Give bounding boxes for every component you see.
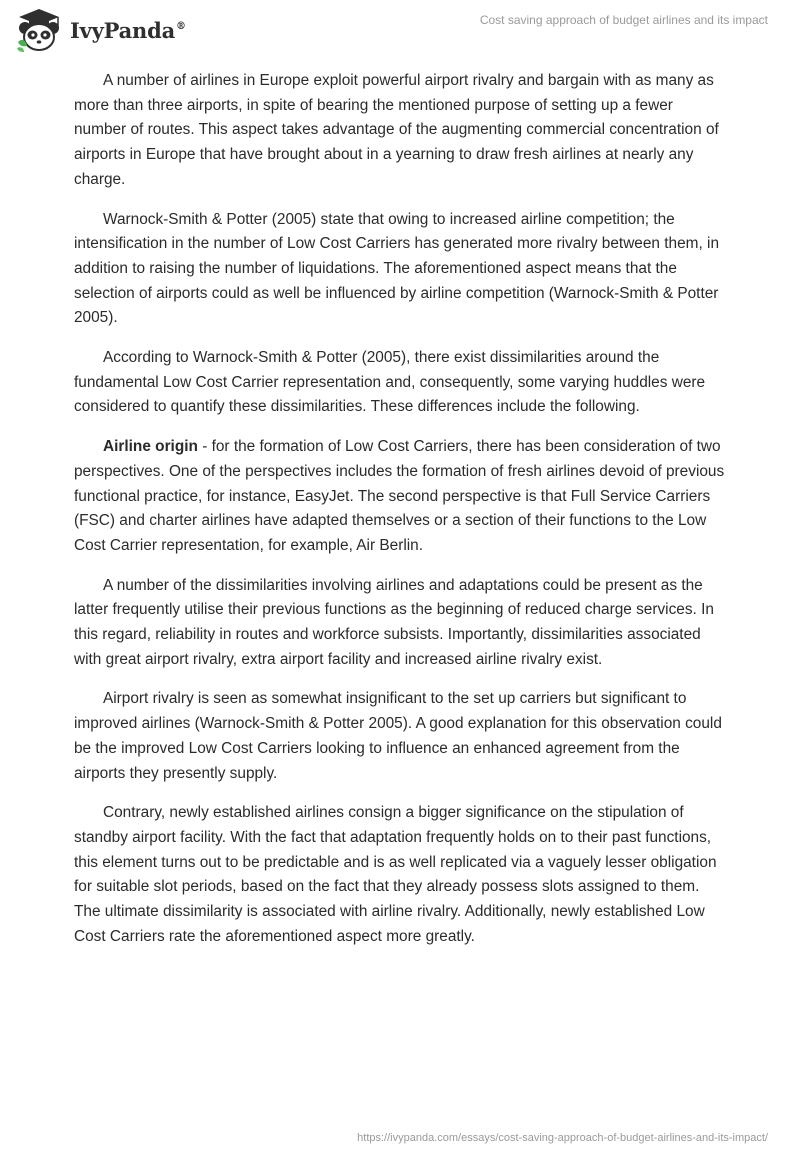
paragraph: Contrary, newly established airlines consign a bigger significance on the stipulation of standby airport facility. With the fact that adaptation frequently holds on to their past functions, this element turns out to be predictable and is as well replicated via a vaguely lesser obligation for suitable slot periods, based on the fact that they already possess slots assigned to them. The ultimate dissimilarity is associated with airline rivalry. Additionally, newly established Low Cost Carriers rate the aforementioned aspect more greatly. xyxy=(74,804,717,945)
paragraph: A number of the dissimilarities involving airlines and adaptations could be present as the latter frequently utilise their previous functions as the beginning of reduced charge services. In this regard, reliability in routes and workforce subsists. Importantly, dissimilarities associated with great airport rivalry, extra airport facility and increased airline rivalry exist. xyxy=(74,576,714,668)
paragraph: A number of airlines in Europe exploit powerful airport rivalry and bargain with as many as more than three airports, in spite of bearing the mentioned purpose of setting up a fewer number of routes. This aspect takes advantage of the augmenting commercial concentration of airports in Europe that have brought about in a yearning to draw fresh airlines at nearly any charge. xyxy=(74,72,719,188)
paragraph: According to Warnock-Smith & Potter (2005), there exist dissimilarities around the fundamental Low Cost Carrier representation and, consequently, some varying huddles were considered to quantify these dissimilarities. These differences include the following. xyxy=(74,349,706,416)
paragraph: Airport rivalry is seen as somewhat insignificant to the set up carriers but significant to improved airlines (Warnock-Smith & Potter 2005). A good explanation for this observation could be the improved Low Cost Carriers looking to influence an enhanced agreement from the airports they presently supply. xyxy=(74,690,722,782)
essay-body xyxy=(74,69,726,965)
ivypanda-logo[interactable] xyxy=(14,6,186,54)
brand-name: IvyPanda® xyxy=(70,17,186,43)
document-title: Cost saving approach of budget airlines and its impact xyxy=(479,13,768,27)
page-header xyxy=(0,0,800,60)
panda-graduate-icon xyxy=(14,6,64,54)
paragraph: Airline origin - for the formation of Low Cost Carriers, there has been consideration of two perspectives. One of the perspectives includes the formation of fresh airlines devoid of previous functional practice, for instance, EasyJet. The second perspective is that Full Service Carriers (FSC) and charter airlines have adapted themselves or a section of their functions to the Low Cost Carrier representation, for example, Air Berlin. xyxy=(74,438,725,554)
paragraph-lead: Airline origin xyxy=(103,438,198,456)
paragraph: Warnock-Smith & Potter (2005) state that owing to increased airline competition; the intensification in the number of Low Cost Carriers has generated more rivalry between them, in addition to raising the number of liquidations. The aforementioned aspect means that the selection of airports could as well be influenced by airline competition (Warnock-Smith & Potter 2005). xyxy=(74,210,720,327)
source-url[interactable]: https://ivypanda.com/essays/cost-saving-approach-of-budget-airlines-and-its-impact/ xyxy=(357,1132,768,1144)
